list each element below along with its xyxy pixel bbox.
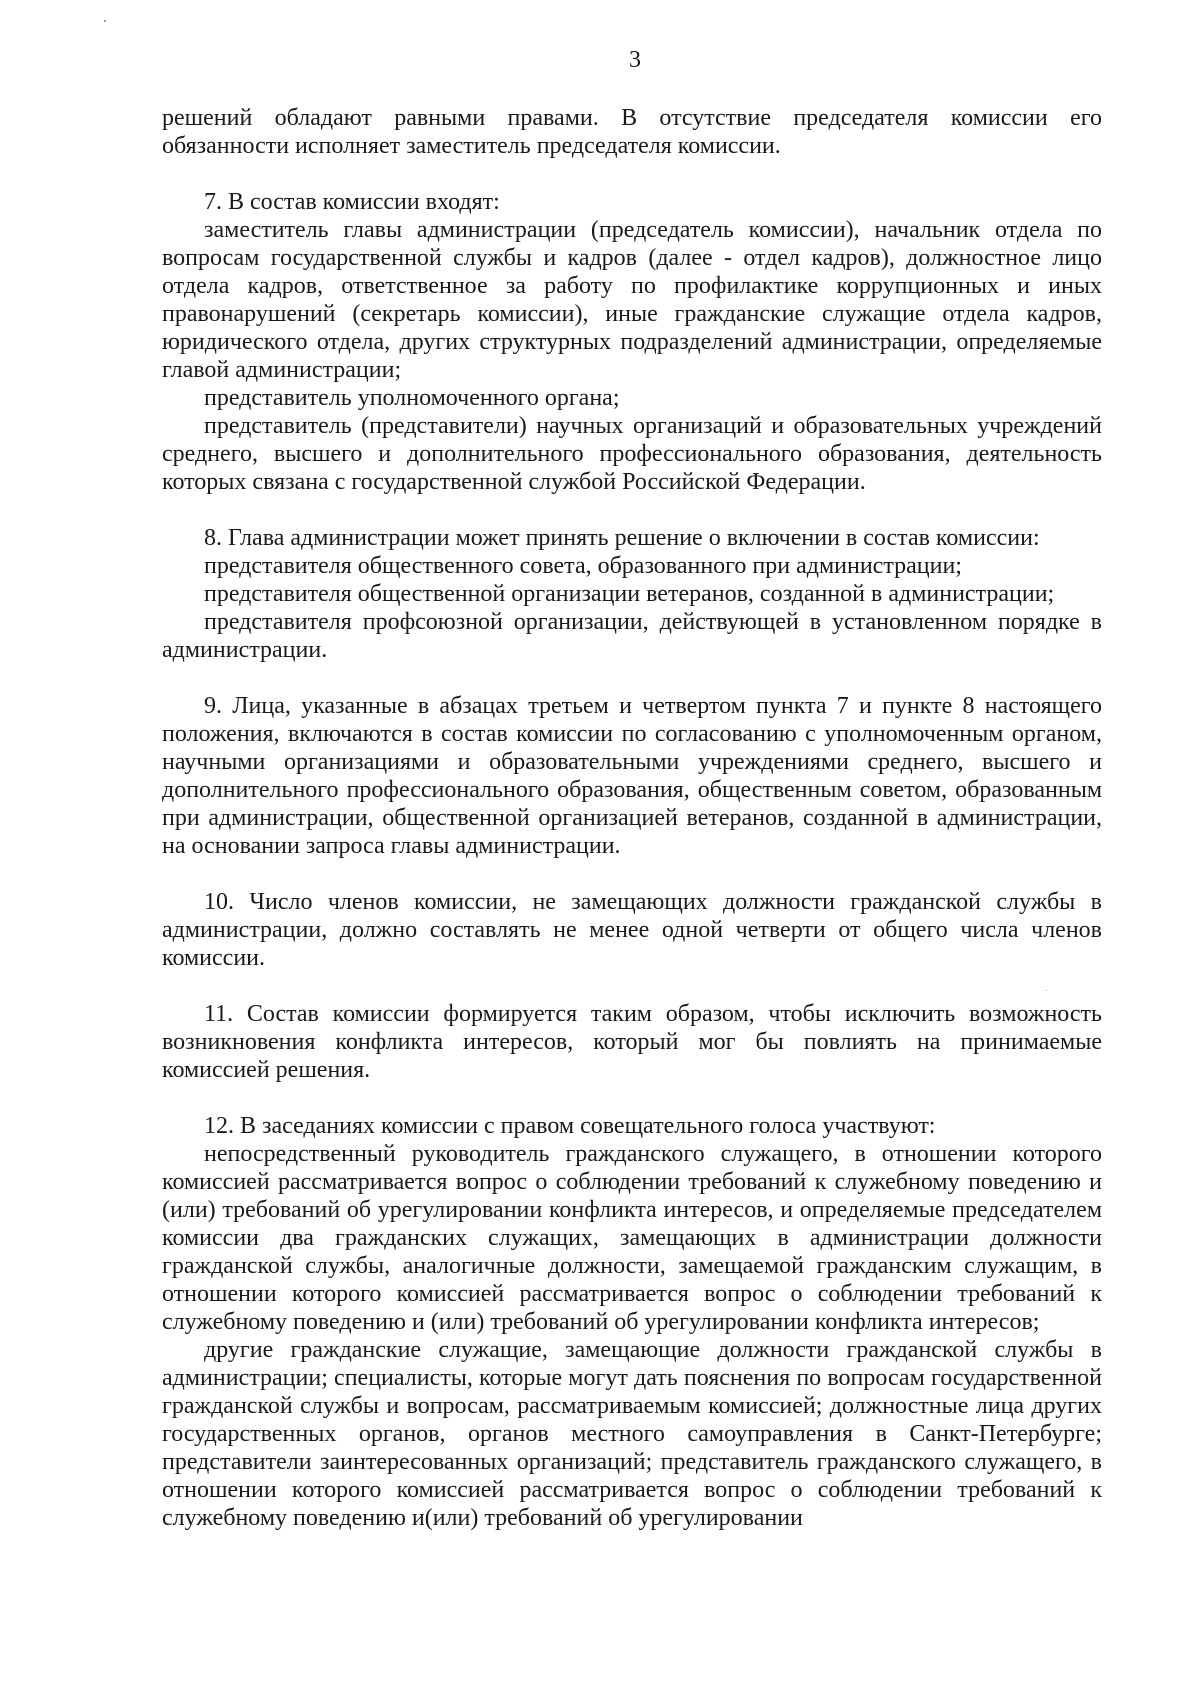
scan-speck [104,20,106,22]
paragraph-block-item-12 [162,1112,1102,1532]
paragraph: 12. В заседаниях комиссии с правом совещательного голоса участвуют: [204,1113,936,1139]
paragraph: 9. Лица, указанные в абзацах третьем и четвертом пункта 7 и пункте 8 настоящего положения, включаются в состав комиссии по согласованию с уполномоченным органом, научными организациями и образовательными учреждениями среднего, высшего и дополнительного профессионального образования, общественным советом, образованным при администрации, общественной организацией ветеранов, созданной в администрации, на основании запроса главы администрации. [162,693,1102,859]
paragraph-block-item-8 [162,524,1102,664]
paragraph: решений обладают равными правами. В отсутствие председателя комиссии его обязанности исполняет заместитель председателя комиссии. [162,105,1102,159]
paragraph-block-item-9 [162,692,1102,860]
paragraph: 7. В состав комиссии входят: [204,189,500,215]
paragraph-block-item-11 [162,1000,1102,1084]
paragraph: представитель уполномоченного органа; [204,385,620,411]
paragraph: представителя общественной организации ветеранов, созданной в администрации; [204,581,1055,607]
paragraph: представитель (представители) научных организаций и образовательных учреждений среднего, высшего и дополнительного профессионального образования, деятельность которых связана с государственной службой Российской Федерации. [162,413,1102,495]
paragraph: представителя профсоюзной организации, действующей в установленном порядке в администрации. [162,609,1102,663]
paragraph: представителя общественного совета, образованного при администрации; [204,553,962,579]
paragraph-block-item-10 [162,888,1102,972]
paragraph: заместитель главы администрации (председатель комиссии), начальник отдела по вопросам государственной службы и кадров (далее - отдел кадров), должностное лицо отдела кадров, ответственное за работу по профилактике коррупционных и иных правонарушений (секретарь комиссии), иные гражданские служащие отдела кадров, юридического отдела, других структурных подразделений администрации, определяемые главой администрации; [162,217,1102,383]
paragraph: 10. Число членов комиссии, не замещающих должности гражданской службы в администрации, должно составлять не менее одной четверти от общего числа членов комиссии. [162,889,1102,971]
paragraph: другие гражданские служащие, замещающие должности гражданской службы в администрации; специалисты, которые могут дать пояснения по вопросам государственной гражданской службы и вопросам, рассматриваемым комиссией; должностные лица других государственных органов, органов местного самоуправления в Санкт-Петербурге; представители заинтересованных организаций; представитель гражданского служащего, в отношении которого комиссией рассматривается вопрос о соблюдении требований к служебному поведению и(или) требований об урегулировании [162,1337,1102,1531]
paragraph: 8. Глава администрации может принять решение о включении в состав комиссии: [204,525,1040,551]
page-number: 3 [629,47,641,73]
paragraph: 11. Состав комиссии формируется таким образом, чтобы исключить возможность возникновения конфликта интересов, который мог бы повлиять на принимаемые комиссией решения. [162,1001,1102,1083]
paragraph-block-item-7 [162,188,1102,496]
paragraph-block-continuation [162,104,1102,160]
document-body [162,104,1102,1560]
paragraph: непосредственный руководитель гражданского служащего, в отношении которого комиссией рассматривается вопрос о соблюдении требований к служебному поведению и (или) требований об урегулировании конфликта интересов, и определяемые председателем комиссии два гражданских служащих, замещающих в администрации должности гражданской службы, аналогичные должности, замещаемой гражданским служащим, в отношении которого комиссией рассматривается вопрос о соблюдении требований к служебному поведению и (или) требований об урегулировании конфликта интересов; [162,1141,1102,1335]
